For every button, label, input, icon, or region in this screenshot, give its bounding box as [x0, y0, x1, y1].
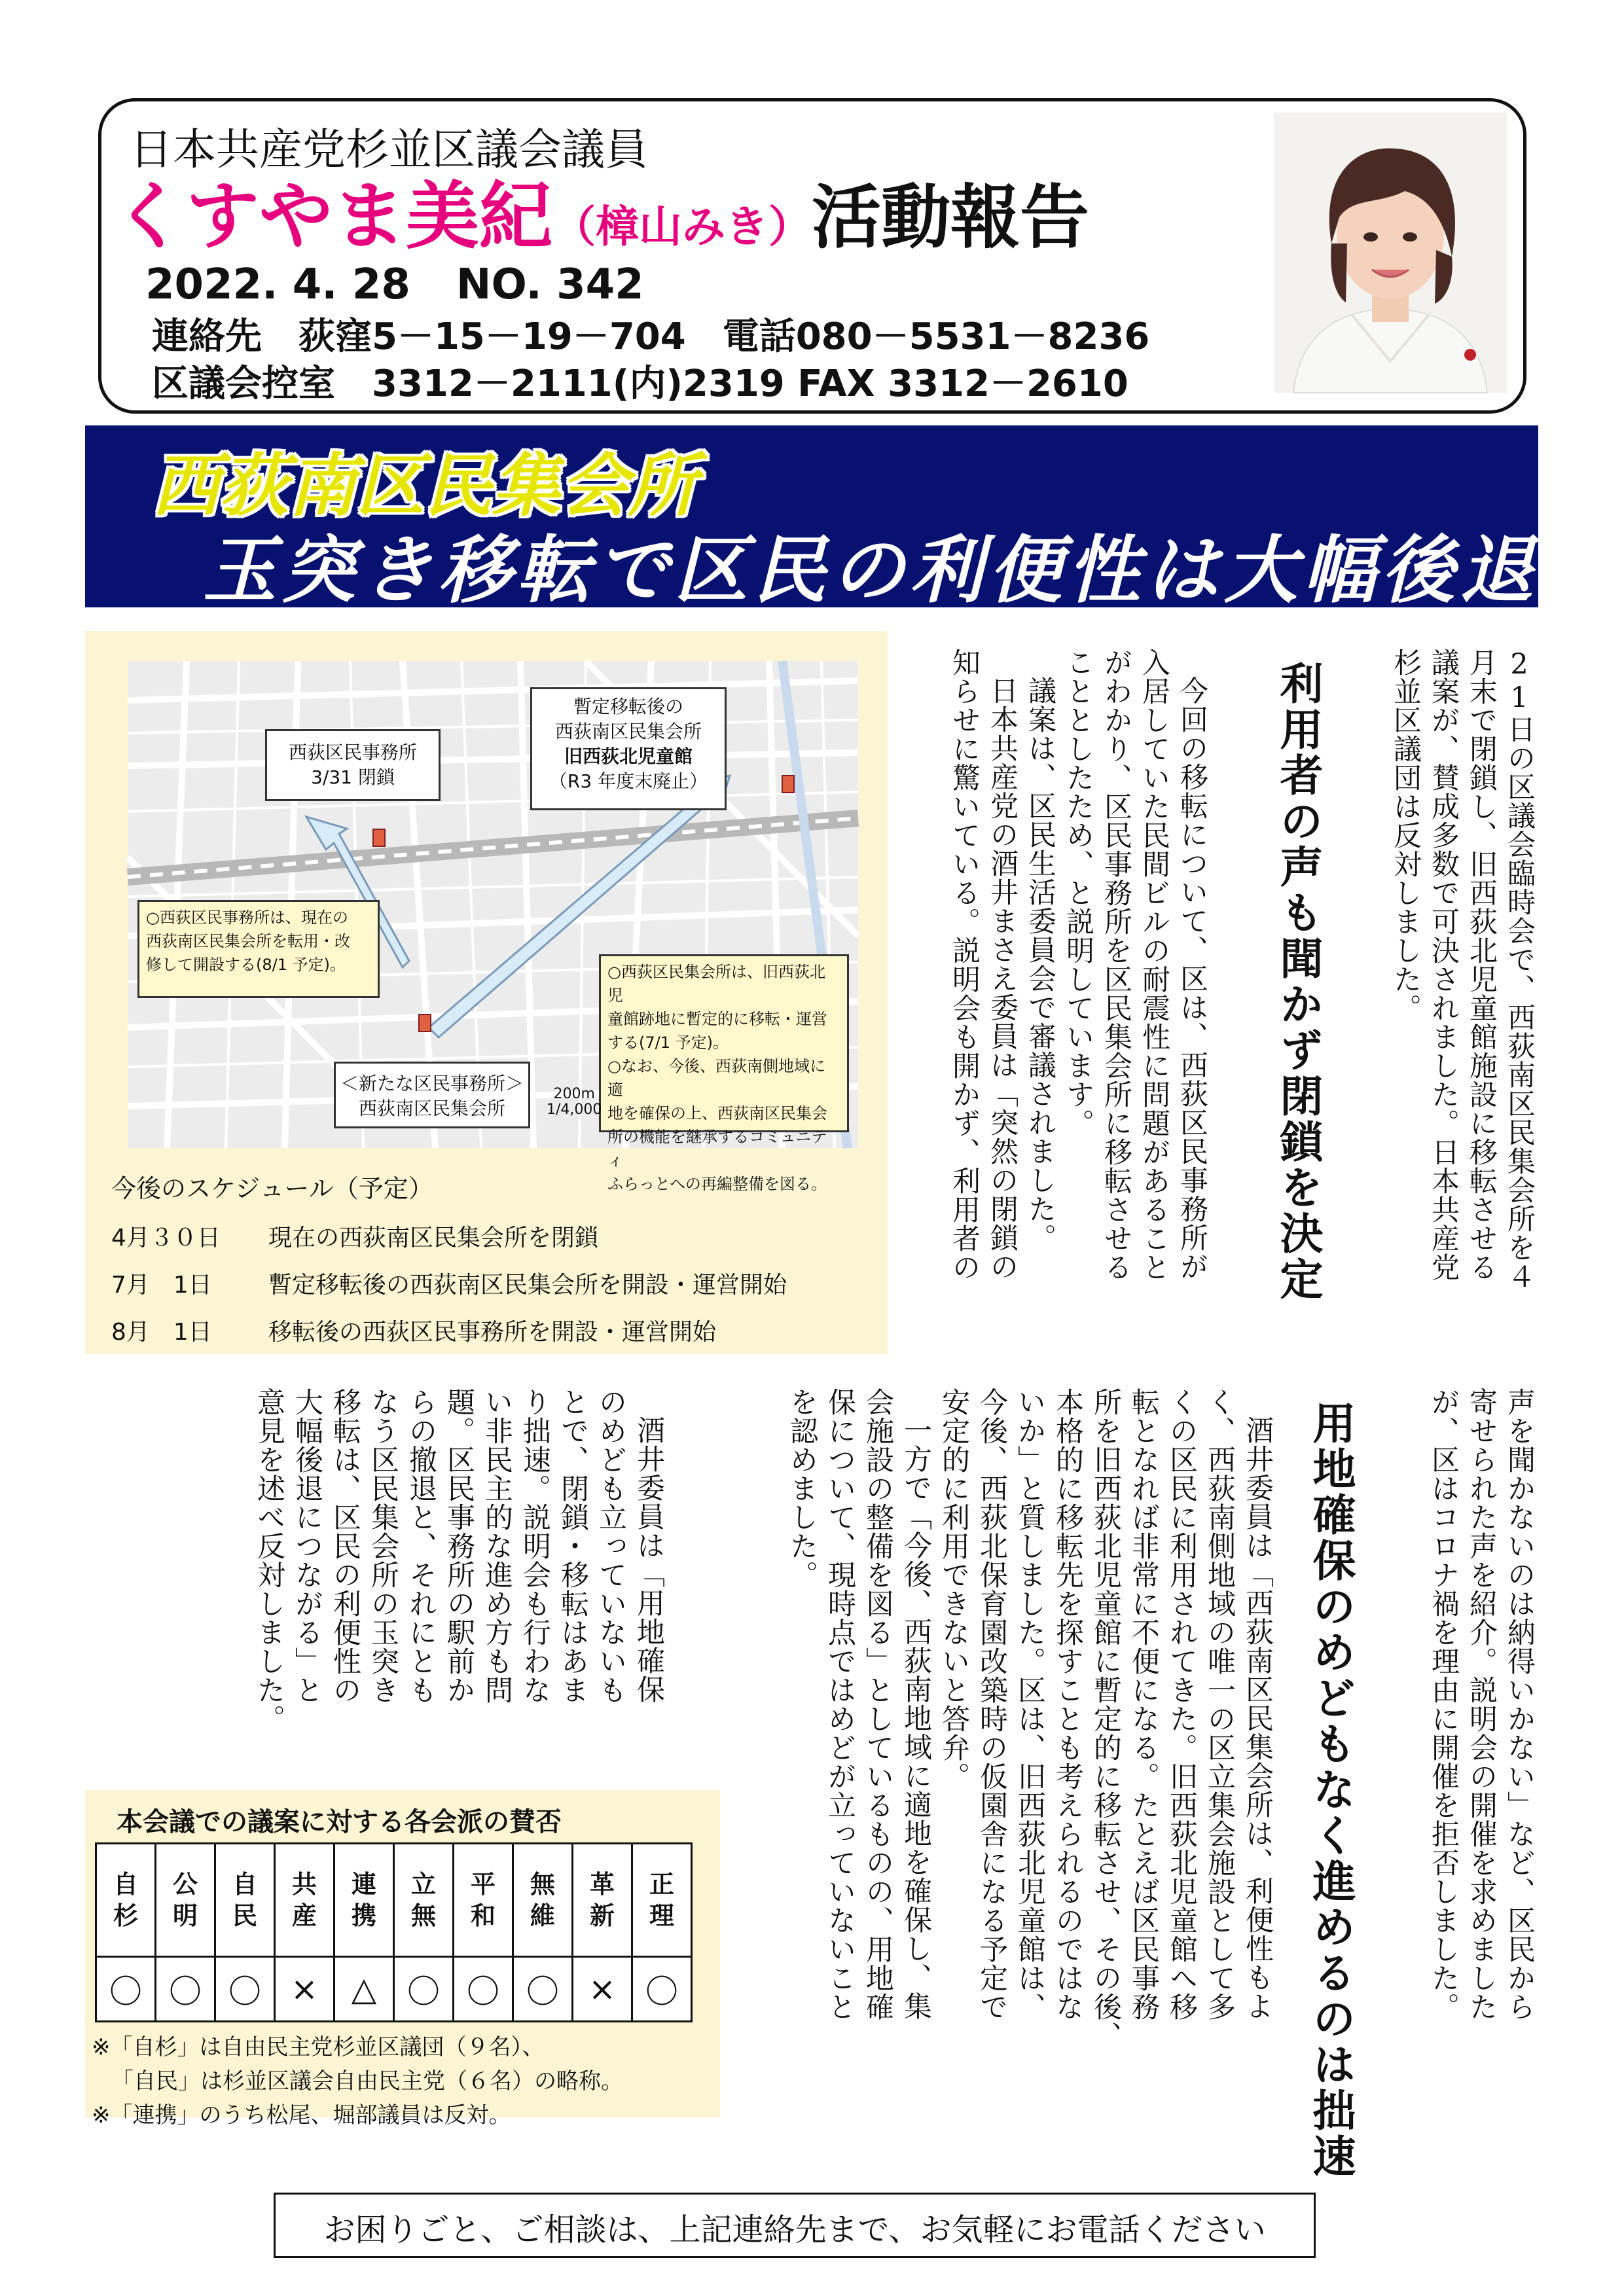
section1-line: 入居していた民間ビルの耐震性に問題があること: [1138, 648, 1170, 1282]
office-line: 区議会控室 3312－2111(内)2319 FAX 3312－2610: [152, 363, 1128, 405]
note-line: する(7/1 予定)。: [607, 1033, 729, 1052]
party-name: 自民: [232, 1870, 257, 1930]
schedule-row: [111, 1266, 787, 1300]
party-name: 正理: [649, 1870, 674, 1930]
section2-line: くの区民に利用されてきた。旧西荻北児童館へ移: [1165, 1388, 1198, 2021]
issue-date: 2022. 4. 28: [145, 260, 410, 309]
party-name: 公明: [172, 1870, 198, 1930]
schedule-text: 暫定移転後の西荻南区民集会所を開設・運営開始: [268, 1272, 787, 1299]
map-note-community: [599, 954, 849, 1193]
section2-line: 保について、現時点ではめどが立っていないこと: [823, 1388, 856, 2021]
banner-subheadline: 玉突き移転で区民の利便性は大幅後退: [203, 528, 1538, 613]
section3-line: のめども立っていないも: [594, 1388, 627, 1704]
heading-section2: 用地確保のめどもなく進めるのは拙速: [1305, 1401, 1356, 2179]
issue-number: NO. 342: [456, 260, 644, 309]
section1-line: 知らせに驚いている。説明会も開かず、利用者の: [948, 648, 981, 1282]
office-box-line: 3/31 閉鎖: [311, 766, 395, 788]
vote-mark: ×: [275, 1957, 334, 2022]
portrait-photo: [1274, 113, 1507, 393]
party-cell: [394, 1844, 454, 1957]
party-name: 革新: [589, 1870, 615, 1930]
contact-line: 連絡先 荻窪5－15－19－704 電話080－5531－8236: [152, 315, 1150, 358]
section2-line: を認めました。: [785, 1388, 818, 1589]
section1-line: 議案は、区民生活委員会で審議されました。: [1024, 676, 1056, 1252]
note-line: 地を確保の上、西荻南区民集会: [607, 1104, 827, 1122]
issue-line: [145, 260, 644, 309]
section2-line: 今後、西荻北保育園改築時の仮園舎になる予定で: [975, 1388, 1008, 2021]
party-cell: [156, 1844, 215, 1957]
map-note-office: [137, 900, 380, 998]
vote-mark: 〇: [632, 1957, 692, 2022]
map-scale: [547, 1086, 602, 1118]
member-name-reading: （樟山みき）: [552, 202, 812, 252]
heading-section1: 利用者の声も聞かず閉鎖を決定: [1272, 661, 1323, 1302]
schedule-text: 現在の西荻南区民集会所を閉鎖: [268, 1225, 599, 1251]
temp-box-line: 旧西荻北児童館: [564, 745, 693, 767]
article-section2: [661, 1388, 1276, 2173]
section3-line: とで、閉鎖・移転はあま: [556, 1388, 589, 1704]
party-cell: [513, 1844, 573, 1957]
temporary-relocation-box: [530, 687, 727, 810]
party-name: 連携: [351, 1870, 376, 1930]
schedule-date: 4月３０日: [111, 1225, 221, 1251]
new-box-line: ＜新たな区民事務所＞: [340, 1073, 524, 1094]
section3-line: り拙速。説明会も行わな: [518, 1388, 551, 1704]
member-name: くすやま美紀: [113, 174, 552, 259]
schedule-row: [111, 1314, 716, 1347]
section1-line: 今回の移転について、区は、西荻区民事務所が: [1176, 676, 1208, 1281]
vote-mark: 〇: [215, 1957, 275, 2022]
title-line: [113, 173, 1089, 260]
article-intro: [1381, 648, 1538, 1302]
banner-headline: 西荻南区民集会所: [152, 446, 697, 526]
party-cell: [632, 1844, 692, 1957]
section1-line: こととしたため、と説明しています。: [1062, 648, 1094, 1138]
schedule-text: 移転後の西荻区民事務所を開設・運営開始: [268, 1319, 717, 1346]
vote-mark: △: [334, 1957, 394, 2022]
vote-title: 本会議での議案に対する各会派の賛否: [117, 1807, 562, 1837]
schedule-row: [111, 1219, 598, 1253]
article-section1-continued: [1381, 1388, 1538, 2173]
party-cell: [573, 1844, 632, 1957]
vote-row: [96, 1957, 692, 2022]
section3-line: 移転は、区民の利便性の: [329, 1388, 361, 1704]
section2-line: いか」と質しました。区は、旧西荻北児童館は、: [1013, 1388, 1046, 2021]
vote-mark: 〇: [156, 1957, 215, 2022]
closed-office-box: [265, 729, 441, 801]
vote-mark: ×: [573, 1957, 632, 2022]
section3-line: 意見を述べ反対しました。: [253, 1388, 285, 1733]
vote-mark: 〇: [394, 1957, 454, 2022]
new-box-line: 西荻南区民集会所: [358, 1098, 505, 1119]
section3-line: なう区民集会所の玉突き: [367, 1388, 399, 1704]
vote-note: ※「自杉」は自由民主党杉並区議団（９名）、: [92, 2034, 545, 2060]
vote-table: [95, 1842, 693, 2022]
scale-distance: 200m: [553, 1086, 595, 1102]
temp-box-line: 西荻南区民集会所: [554, 721, 702, 742]
party-cell: [275, 1844, 334, 1957]
section2-line: 所を旧西荻北児童館に暫定的に移転させ、その後、: [1089, 1388, 1122, 2050]
note-line: ふらっとへの再編整備を図る。: [607, 1175, 827, 1193]
footer-message: お困りごと、ご相談は、上記連絡先まで、お気軽にお電話ください: [323, 2212, 1266, 2248]
section1b-line: 寄せられた声を紹介。説明会の開催を求めました: [1465, 1388, 1498, 2021]
party-name: 無維: [530, 1870, 555, 1930]
note-line: ○なお、今後、西荻南側地域に適: [607, 1057, 825, 1099]
section2-line: 一方で「今後、西荻南地域に適地を確保し、集: [899, 1416, 932, 2020]
section1b-line: 声を聞かないのは納得いかない」など、区民から: [1503, 1388, 1536, 2021]
intro-line: 月末で閉鎖し、旧西荻北児童館施設に移転させる: [1465, 648, 1498, 1282]
party-cell: [215, 1844, 275, 1957]
note-line: ○西荻区民事務所は、現在の: [146, 908, 348, 927]
temp-box-line: （R3 年度末廃止）: [549, 770, 708, 792]
section2-line: 安定的に利用できないと答弁。: [937, 1388, 970, 1791]
report-title: 活動報告: [812, 177, 1089, 258]
section3-line: らの撤退と、それにとも: [405, 1388, 437, 1704]
party-cell: [334, 1844, 394, 1957]
scale-ratio: 1/4,000: [547, 1102, 602, 1118]
section1b-line: が、区はコロナ禍を理由に開催を拒否しました。: [1427, 1388, 1460, 2021]
party-name: 平和: [470, 1870, 496, 1930]
section3-line: い非民主的な進め方も問: [480, 1388, 513, 1704]
party-name: 自杉: [113, 1870, 138, 1930]
schedule-date: 8月 1日: [111, 1319, 212, 1346]
note-line: 所の機能を継承するコミュニティ: [607, 1128, 827, 1170]
article-section1: [936, 648, 1211, 1302]
portrait-illustration: [1274, 113, 1507, 393]
party-cell: [96, 1844, 156, 1957]
party-name: 立無: [410, 1870, 436, 1930]
section1-line: がわかり、区民事務所を区民集会所に移転させる: [1100, 648, 1132, 1282]
office-box-line: 西荻区民事務所: [288, 742, 417, 763]
party-cell: [454, 1844, 513, 1957]
vote-mark: 〇: [454, 1957, 513, 2022]
intro-line: 議案が、賛成多数で可決されました。日本共産党: [1427, 648, 1460, 1282]
affiliation: 日本共産党杉並区議会議員: [130, 124, 648, 175]
temp-box-line: 暫定移転後の: [573, 696, 683, 717]
schedule-title: 今後のスケジュール（予定）: [111, 1174, 433, 1203]
vote-note: 「自民」は杉並区議会自由民主党（６名）の略称。: [111, 2068, 623, 2094]
vote-mark: 〇: [96, 1957, 156, 2022]
article-section3: [131, 1388, 668, 1754]
intro-line: 杉並区議団は反対しました。: [1389, 648, 1422, 1022]
note-line: 西荻南区民集会所を転用・改: [146, 932, 350, 950]
section1-line: 日本共産党の酒井まさえ委員は「突然の閉鎖の: [986, 676, 1019, 1281]
schedule-date: 7月 1日: [111, 1272, 212, 1299]
note-line: ○西荻区民集会所は、旧西荻北児: [607, 963, 825, 1005]
note-line: 修して開設する(8/1 予定)。: [146, 956, 346, 974]
section3-line: 題。区民事務所の駅前か: [442, 1388, 475, 1704]
section2-line: 転となれば非常に不便になる。たとえば区民事務: [1127, 1388, 1160, 2021]
section2-line: 会施設の整備を図る」としているものの、用地確: [861, 1388, 894, 2021]
section3-line: 大幅後退につながる」と: [291, 1388, 323, 1704]
vote-mark: 〇: [513, 1957, 573, 2022]
party-name: 共産: [291, 1870, 317, 1930]
vote-note: ※「連携」のうち松尾、堀部議員は反対。: [92, 2102, 511, 2128]
section2-line: 本格的に移転先を探すことも考えられるのではな: [1051, 1388, 1084, 2021]
party-row: [96, 1844, 692, 1957]
section2-line: 酒井委員は「西荻南区民集会所は、利便性もよ: [1241, 1416, 1274, 2020]
section3-line: 酒井委員は「用地確保: [632, 1416, 665, 1704]
intro-line: 21日の区議会臨時会で、西荻南区民集会所を４: [1503, 648, 1536, 1291]
new-office-box: [334, 1062, 530, 1128]
section2-line: く、西荻南側地域の唯一の区立集会施設として多: [1203, 1388, 1236, 2021]
note-line: 童館跡地に暫定的に移転・運営: [607, 1010, 827, 1028]
